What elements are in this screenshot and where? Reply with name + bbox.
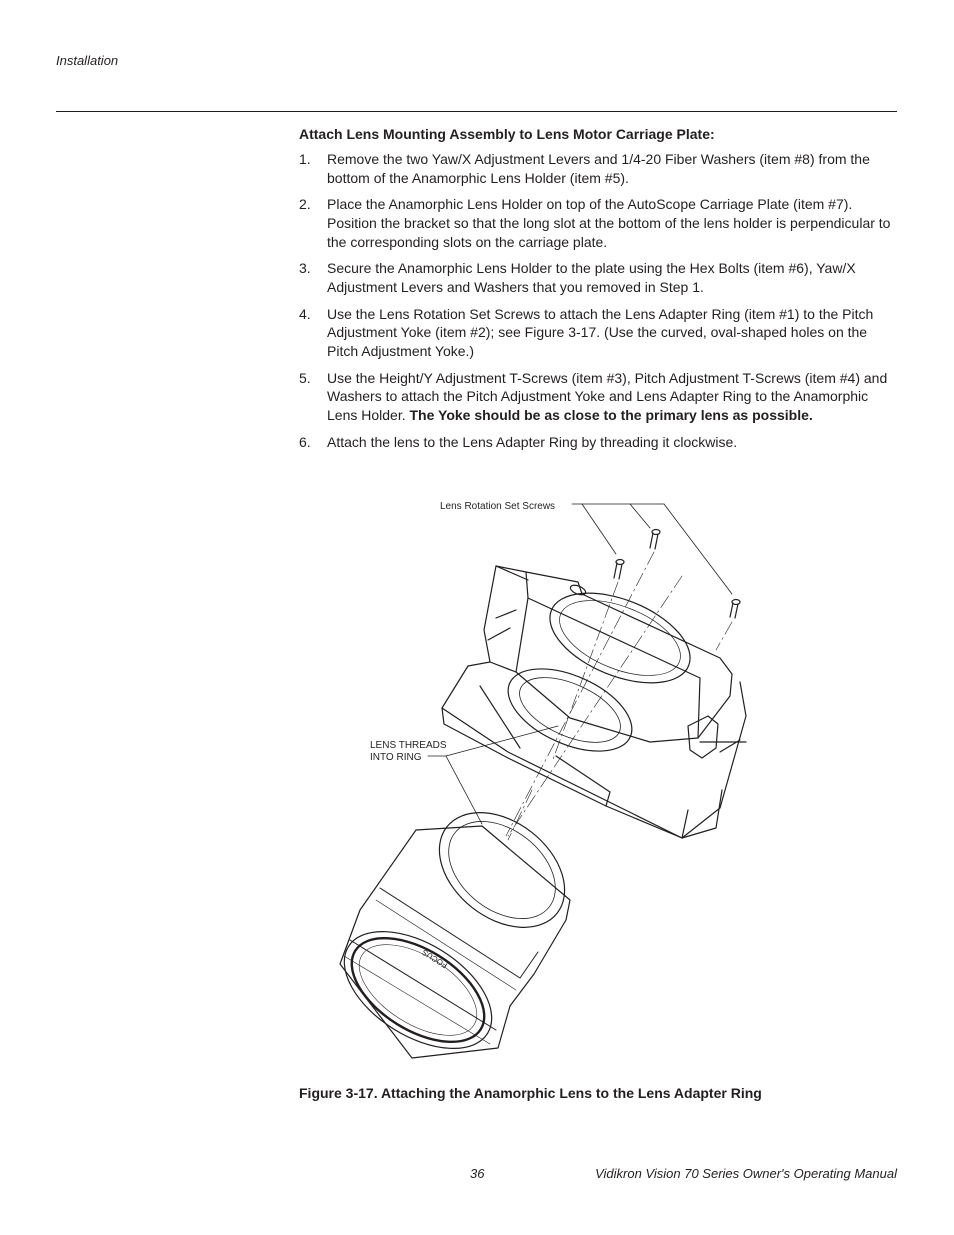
step-list <box>299 150 897 451</box>
step-text: Secure the Anamorphic Lens Holder to the plate using the Hex Bolts (item #6), Yaw/X Adjustment Levers and Washers that you removed in Step 1. <box>327 260 856 295</box>
section-heading: Attach Lens Mounting Assembly to Lens Motor Carriage Plate: <box>299 126 715 142</box>
lens-assembly-drawing <box>320 490 760 1070</box>
step-text: Remove the two Yaw/X Adjustment Levers and 1/4-20 Fiber Washers (item #8) from the bottom of the Anamorphic Lens Holder (item #5). <box>327 151 870 186</box>
set-screw <box>614 560 624 580</box>
step-number: 5. <box>299 369 311 386</box>
step-item <box>299 369 897 425</box>
step-item <box>299 305 897 361</box>
step-text: Attach the lens to the Lens Adapter Ring by threading it clockwise. <box>327 433 738 450</box>
step-text: Use the Lens Rotation Set Screws to attach the Lens Adapter Ring (item #1) to the Pitch Adjustment Yoke (item #2); see Figure 3-17. (Use the curved, oval-shaped holes on the Pitch Adjustment Yoke.) <box>327 305 874 359</box>
step-number: 4. <box>299 305 311 322</box>
manual-title: Vidikron Vision 70 Series Owner's Operating Manual <box>595 1166 897 1181</box>
step-emphasis: The Yoke should be as close to the primary lens as possible. <box>409 406 813 423</box>
step-number: 1. <box>299 151 311 167</box>
lens-threads-leaders <box>428 726 558 824</box>
page-number: 36 <box>470 1166 485 1181</box>
set-screw <box>650 530 660 550</box>
step-item <box>299 259 897 296</box>
section-header: Installation <box>56 53 119 68</box>
step-number: 2. <box>299 196 311 213</box>
instructions <box>299 126 897 459</box>
step-item <box>299 150 897 187</box>
step-text: Place the Anamorphic Lens Holder on top of the AutoScope Carriage Plate (item #7). Position the bracket so that the long slot at the bottom of the lens holder is perpendicular to the corresponding slots on the carriage plate. <box>327 196 891 250</box>
figure-caption: Figure 3-17. Attaching the Anamorphic Lens to the Lens Adapter Ring <box>299 1085 762 1101</box>
step-item <box>299 433 897 452</box>
lens-focus-marking: FOCUS <box>420 947 450 970</box>
header-rule <box>56 111 897 112</box>
callout-set-screws: Lens Rotation Set Screws <box>440 501 556 512</box>
step-item <box>299 195 897 251</box>
set-screws-leaders <box>572 504 732 594</box>
step-number: 3. <box>299 260 311 277</box>
callout-lens-threads-line2: INTO RING <box>370 752 422 763</box>
pitch-adjustment-yoke <box>484 566 732 742</box>
callout-lens-threads-line1: LENS THREADS <box>370 740 447 751</box>
set-screw <box>730 600 740 619</box>
step-number: 6. <box>299 433 311 450</box>
lens-assembly-figure <box>320 490 760 1070</box>
alignment-centerlines <box>506 552 732 840</box>
step-text: Use the Height/Y Adjustment T-Screws (item #3), Pitch Adjustment T-Screws (item #4) and Washers to attach the Pitch Adjustment Yoke and Lens Adapter Ring to the Anamorphic Lens Holder. <box>327 369 888 423</box>
primary-lens <box>324 789 587 1070</box>
